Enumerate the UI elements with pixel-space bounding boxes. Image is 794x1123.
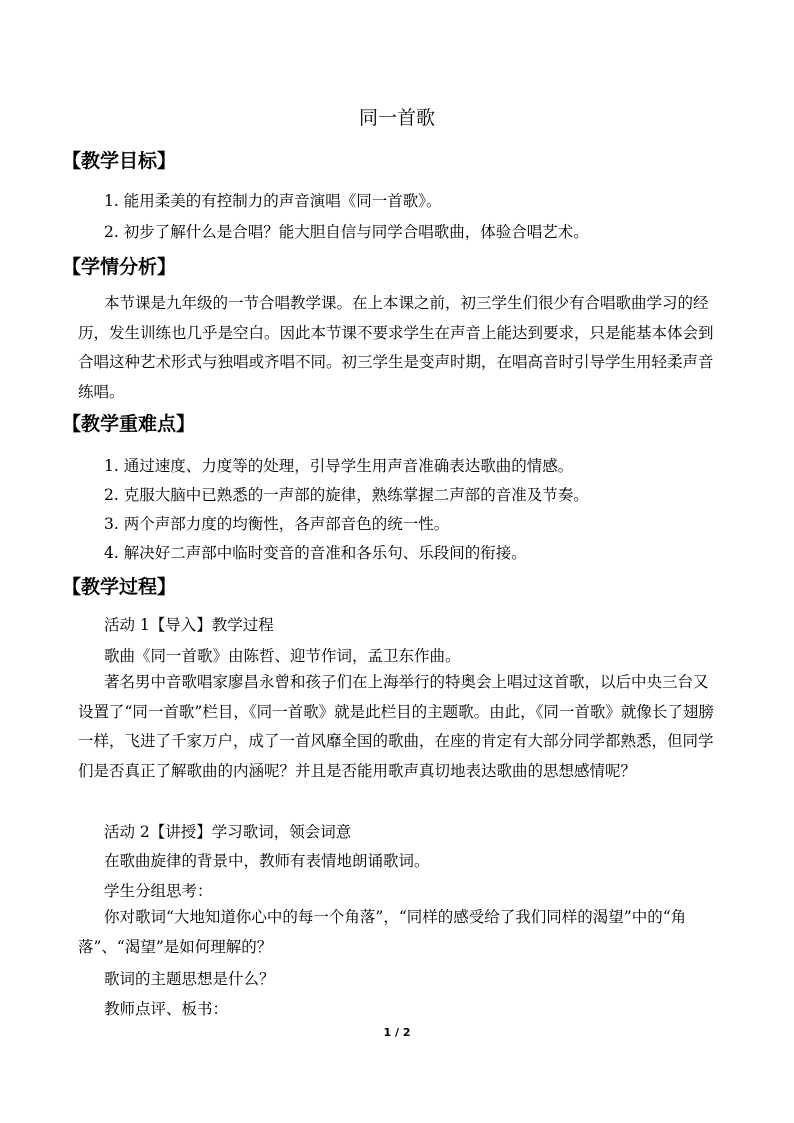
activity1-line-1: 歌曲《同一首歌》由陈哲、迎节作词，孟卫东作曲。	[104, 647, 461, 665]
activity2-line-4: 教师点评、板书：	[104, 1000, 229, 1018]
activity2-paragraph: 你对歌词“大地知道你心中的每一个角落”，“同样的感受给了我们同样的渴望”中的“角落”、“渴望”是如何理解的？	[78, 908, 687, 956]
heading-objectives: 【教学目标】	[62, 150, 177, 172]
heading-analysis: 【学情分析】	[62, 256, 177, 278]
page-number: 1 / 2	[383, 1026, 411, 1039]
analysis-paragraph: 本节课是九年级的一节合唱教学课。在上本课之前，初三学生们很少有合唱歌曲学习的经历，发生训练也几乎是空白。因此本节课不要求学生在声音上能达到要求，只是能基本体会到合唱这种艺术形式与独唱或齐唱不同。初三学生是变声时期，在唱高音时引导学生用轻柔声音练唱。	[78, 294, 714, 401]
key-point-item-2: 2. 克服大脑中已熟悉的一声部的旋律，熟练掌握二声部的音准及节奏。	[104, 486, 589, 504]
page-title: 同一首歌	[358, 107, 435, 129]
objective-item-2: 2. 初步了解什么是合唱？能大胆自信与同学合唱歌曲，体验合唱艺术。	[104, 223, 589, 241]
heading-key-points: 【教学重难点】	[62, 413, 196, 435]
key-point-item-1: 1. 通过速度、力度等的处理，引导学生用声音准确表达歌曲的情感。	[104, 457, 574, 475]
heading-process: 【教学过程】	[62, 576, 177, 598]
activity2-title: 活动 2【讲授】学习歌词，领会词意	[104, 823, 352, 841]
activity2-line-2: 学生分组思考：	[104, 882, 213, 900]
activity2-line-1: 在歌曲旋律的背景中，教师有表情地朗诵歌词。	[104, 852, 430, 870]
activity1-paragraph: 著名男中音歌唱家廖昌永曾和孩子们在上海举行的特奥会上唱过这首歌，以后中央三台又设置了“同一首歌”栏目，《同一首歌》就是此栏目的主题歌。由此，《同一首歌》就像长了翅膀一样，飞进了千家万户，成了一首风靡全国的歌曲，在座的肯定有大部分同学都熟悉，但同学们是否真正了解歌曲的内涵呢？并且是否能用歌声真切地表达歌曲的思想感情呢？	[78, 673, 714, 780]
key-point-item-4: 4. 解决好二声部中临时变音的音准和各乐句、乐段间的衔接。	[104, 544, 527, 562]
activity2-line-3: 歌词的主题思想是什么？	[104, 970, 275, 988]
activity1-title: 活动 1【导入】教学过程	[104, 616, 274, 634]
objective-item-1: 1. 能用柔美的有控制力的声音演唱《同一首歌》。	[104, 192, 442, 210]
key-point-item-3: 3. 两个声部力度的均衡性，各声部音色的统一性。	[104, 515, 450, 533]
